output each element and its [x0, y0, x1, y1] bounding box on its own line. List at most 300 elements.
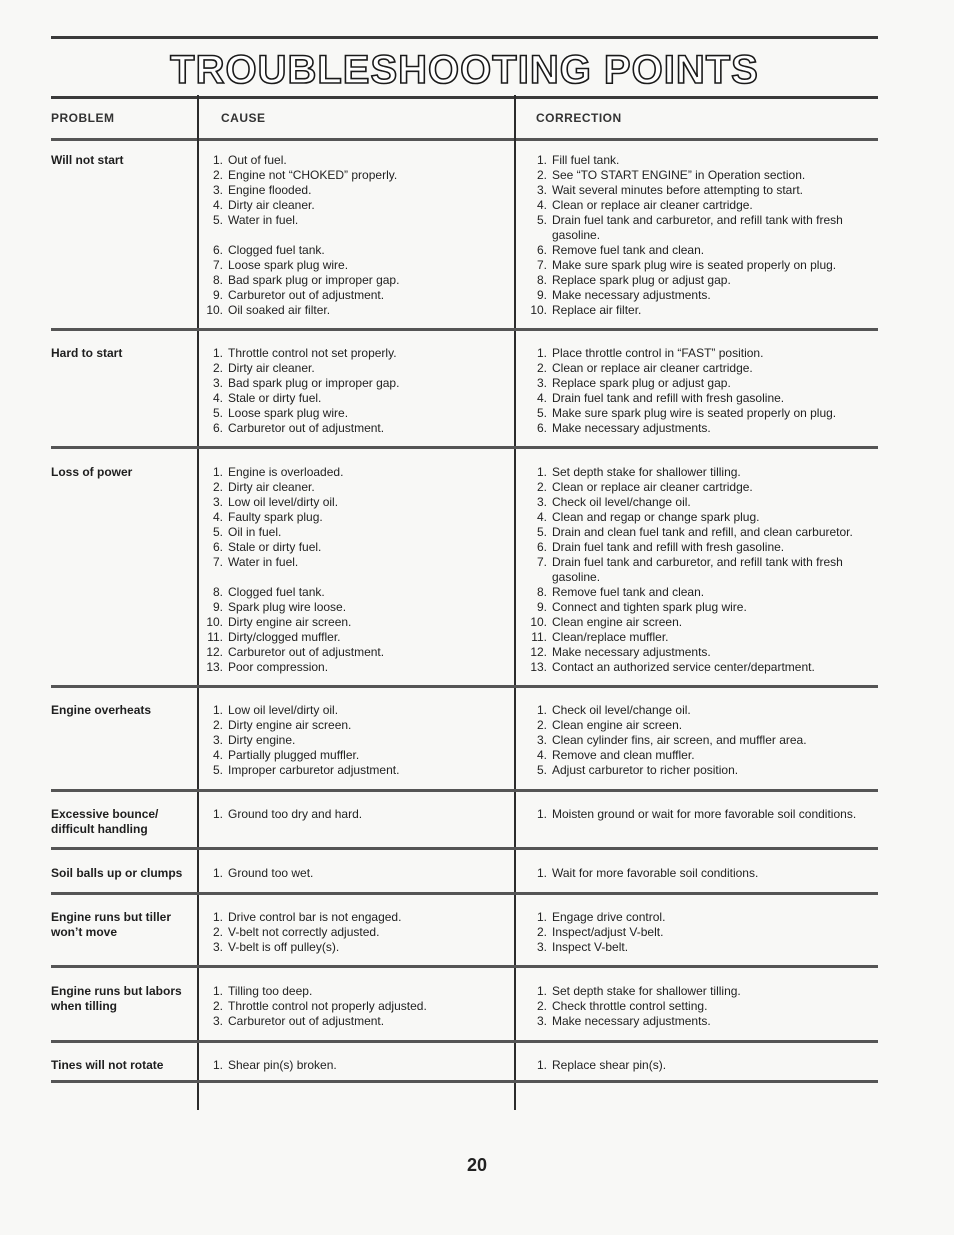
item-text: Drain fuel tank and refill with fresh gasoline.: [552, 391, 785, 405]
list-item: [201, 346, 511, 361]
item-text: Bad spark plug or improper gap.: [228, 376, 400, 390]
list-item: [201, 376, 511, 391]
cause-list: [201, 807, 511, 822]
item-number: 5.: [212, 525, 223, 539]
list-item: [201, 984, 511, 999]
correction-divider: [514, 95, 516, 1110]
item-number: 4.: [212, 391, 223, 405]
item-number: 11.: [207, 630, 223, 644]
list-item: [525, 361, 870, 376]
item-text: Throttle control not set properly.: [228, 346, 397, 360]
list-item: [525, 940, 870, 955]
list-item: [525, 615, 870, 630]
list-item: [525, 391, 870, 406]
item-number: 1.: [536, 910, 547, 924]
list-item: [201, 718, 511, 733]
item-text: Low oil level/dirty oil.: [228, 495, 339, 509]
item-text: Carburetor out of adjustment.: [228, 645, 385, 659]
item-number: 3.: [536, 733, 547, 747]
item-number: 1.: [536, 866, 547, 880]
list-item: [525, 495, 870, 510]
list-item: [525, 213, 870, 243]
item-number: 13.: [206, 660, 223, 674]
list-item: [201, 303, 511, 318]
item-number: 4.: [536, 198, 547, 212]
item-number: 2.: [536, 480, 547, 494]
problem-label: Engine overheats: [51, 703, 152, 717]
item-text: Clean engine air screen.: [552, 615, 683, 629]
list-item: [201, 733, 511, 748]
problem-label: Tines will not rotate: [51, 1058, 164, 1072]
item-number: 7.: [536, 258, 547, 272]
item-number: 4.: [536, 391, 547, 405]
list-item: [525, 376, 870, 391]
list-item: [201, 495, 511, 510]
list-item: [525, 763, 870, 778]
item-text: Engage drive control.: [552, 910, 666, 924]
problem-label: Soil balls up or clumps: [51, 866, 183, 880]
cause-list: [201, 910, 511, 955]
cause-list: [201, 1058, 511, 1073]
item-number: 9.: [212, 600, 223, 614]
item-text: Dirty engine air screen.: [228, 718, 352, 732]
item-number: 9.: [536, 288, 547, 302]
item-text: Replace air filter.: [552, 303, 642, 317]
item-number: 10.: [206, 303, 223, 317]
item-text: Loose spark plug wire.: [228, 406, 349, 420]
correction-list: [525, 703, 870, 778]
item-number: 6.: [536, 421, 547, 435]
item-text: Clogged fuel tank.: [228, 585, 325, 599]
list-item: [525, 910, 870, 925]
correction-list: [525, 984, 870, 1029]
item-number: 11.: [531, 630, 547, 644]
item-number: 3.: [212, 940, 223, 954]
list-item: [525, 748, 870, 763]
list-item: [201, 1014, 511, 1029]
item-number: 5.: [536, 525, 547, 539]
item-text: Drain fuel tank and carburetor, and refill tank with fresh gasoline.: [552, 213, 843, 242]
item-number: 3.: [212, 733, 223, 747]
item-text: Check throttle control setting.: [552, 999, 708, 1013]
list-item: [201, 213, 511, 228]
item-number: 3.: [212, 376, 223, 390]
list-item: [525, 718, 870, 733]
item-number: 10.: [206, 615, 223, 629]
list-item: [525, 258, 870, 273]
item-text: Dirty air cleaner.: [228, 480, 315, 494]
problem-label: Will not start: [51, 153, 124, 167]
item-text: Remove fuel tank and clean.: [552, 585, 705, 599]
item-number: 3.: [536, 183, 547, 197]
item-number: 1.: [212, 984, 223, 998]
list-item: [201, 525, 511, 540]
cause-list: [201, 346, 511, 436]
item-number: 5.: [212, 213, 223, 227]
row-divider: [51, 685, 878, 688]
item-text: Dirty air cleaner.: [228, 361, 315, 375]
item-number: 6.: [212, 243, 223, 257]
list-item: [201, 288, 511, 303]
item-text: Make sure spark plug wire is seated properly on plug.: [552, 258, 837, 272]
item-text: Carburetor out of adjustment.: [228, 1014, 385, 1028]
item-text: Drain and clean fuel tank and refill, and clean carburetor.: [552, 525, 853, 539]
item-text: Remove and clean muffler.: [552, 748, 695, 762]
list-item: [201, 645, 511, 660]
list-item: [525, 1058, 870, 1073]
item-text: Poor compression.: [228, 660, 329, 674]
item-text: Tilling too deep.: [228, 984, 313, 998]
list-item: [201, 465, 511, 480]
title-bar: [51, 36, 878, 99]
item-text: Clean cylinder fins, air screen, and muffler area.: [552, 733, 807, 747]
item-number: 4.: [536, 510, 547, 524]
cause-divider: [197, 95, 199, 1110]
list-item: [201, 763, 511, 778]
item-number: 8.: [212, 585, 223, 599]
item-number: 10.: [530, 615, 547, 629]
item-text: Fill fuel tank.: [552, 153, 620, 167]
item-number: 4.: [212, 510, 223, 524]
item-number: 3.: [536, 1014, 547, 1028]
item-text: Make necessary adjustments.: [552, 421, 711, 435]
item-number: 13.: [530, 660, 547, 674]
header-problem: PROBLEM: [51, 111, 115, 125]
item-text: Set depth stake for shallower tilling.: [552, 984, 741, 998]
list-item: [525, 585, 870, 600]
item-number: 7.: [212, 555, 223, 569]
row-divider: [51, 789, 878, 792]
item-text: Engine not “CHOKED” properly.: [228, 168, 398, 182]
list-item: [201, 510, 511, 525]
item-number: 1.: [536, 346, 547, 360]
header-correction: CORRECTION: [536, 111, 622, 125]
header-rule: [51, 138, 878, 141]
list-item: [525, 1014, 870, 1029]
list-item: [525, 525, 870, 540]
problem-label: Hard to start: [51, 346, 123, 360]
item-number: 6.: [212, 540, 223, 554]
item-text: Engine is overloaded.: [228, 465, 344, 479]
correction-list: [525, 465, 870, 675]
list-item: [201, 1058, 511, 1073]
item-number: 3.: [212, 1014, 223, 1028]
item-text: Inspect/adjust V-belt.: [552, 925, 664, 939]
list-item: [525, 807, 870, 822]
correction-list: [525, 346, 870, 436]
item-number: 1.: [212, 866, 223, 880]
item-number: 6.: [536, 540, 547, 554]
item-number: 2.: [536, 925, 547, 939]
item-number: 6.: [212, 421, 223, 435]
list-item: [201, 807, 511, 822]
list-item: [201, 406, 511, 421]
list-item: [201, 555, 511, 570]
list-item: [201, 243, 511, 258]
list-item: [201, 615, 511, 630]
page-number: 20: [466, 1155, 488, 1175]
item-text: Oil soaked air filter.: [228, 303, 331, 317]
item-text: Ground too dry and hard.: [228, 807, 363, 821]
list-item: [525, 168, 870, 183]
item-number: 1.: [536, 703, 547, 717]
list-item: [201, 910, 511, 925]
correction-list: [525, 807, 870, 822]
item-number: 3.: [536, 376, 547, 390]
item-text: Dirty/clogged muffler.: [228, 630, 341, 644]
row-divider: [51, 446, 878, 449]
item-number: 2.: [536, 168, 547, 182]
list-item: [201, 748, 511, 763]
list-item: [525, 153, 870, 168]
list-item: [525, 999, 870, 1014]
item-number: 1.: [212, 1058, 223, 1072]
list-item: [201, 183, 511, 198]
item-text: Shear pin(s) broken.: [228, 1058, 337, 1072]
item-text: Make necessary adjustments.: [552, 1014, 711, 1028]
problem-label: Excessive bounce/ difficult handling: [51, 807, 159, 836]
item-number: 10.: [530, 303, 547, 317]
problem-label: Engine runs but labors when tilling: [51, 984, 182, 1013]
list-item: [525, 645, 870, 660]
list-item: [201, 600, 511, 615]
list-item: [525, 600, 870, 615]
item-number: 12.: [530, 645, 547, 659]
list-item: [525, 660, 870, 675]
item-text: Stale or dirty fuel.: [228, 391, 322, 405]
list-item: [201, 703, 511, 718]
item-text: Out of fuel.: [228, 153, 287, 167]
cause-list: [201, 153, 511, 318]
item-text: Faulty spark plug.: [228, 510, 323, 524]
cause-list: [201, 866, 511, 881]
list-item: [201, 630, 511, 645]
list-item: [201, 585, 511, 600]
list-item: [201, 866, 511, 881]
list-item: [525, 243, 870, 258]
item-number: 2.: [212, 999, 223, 1013]
item-text: Oil in fuel.: [228, 525, 282, 539]
list-item: [201, 391, 511, 406]
list-item: [525, 303, 870, 318]
list-item: [525, 198, 870, 213]
item-text: Throttle control not properly adjusted.: [228, 999, 427, 1013]
item-number: 2.: [212, 718, 223, 732]
item-text: Drain fuel tank and carburetor, and refill tank with fresh gasoline.: [552, 555, 843, 584]
correction-list: [525, 153, 870, 318]
item-text: Drain fuel tank and refill with fresh gasoline.: [552, 540, 785, 554]
item-number: 5.: [536, 763, 547, 777]
item-text: Dirty air cleaner.: [228, 198, 315, 212]
item-text: Replace spark plug or adjust gap.: [552, 376, 731, 390]
list-item: [525, 406, 870, 421]
item-text: Ground too wet.: [228, 866, 314, 880]
item-text: Bad spark plug or improper gap.: [228, 273, 400, 287]
item-text: Replace spark plug or adjust gap.: [552, 273, 731, 287]
item-number: 1.: [212, 153, 223, 167]
item-text: Partially plugged muffler.: [228, 748, 360, 762]
header-cause: CAUSE: [221, 111, 266, 125]
item-number: 1.: [536, 1058, 547, 1072]
row-divider: [51, 328, 878, 331]
list-item: [525, 925, 870, 940]
item-number: 6.: [536, 243, 547, 257]
item-text: Carburetor out of adjustment.: [228, 421, 385, 435]
item-number: 1.: [212, 465, 223, 479]
item-number: 9.: [536, 600, 547, 614]
item-text: Check oil level/change oil.: [552, 495, 691, 509]
item-number: 8.: [212, 273, 223, 287]
item-number: 2.: [212, 361, 223, 375]
list-item: [525, 555, 870, 585]
correction-list: [525, 866, 870, 881]
item-text: Replace shear pin(s).: [552, 1058, 667, 1072]
item-text: Loose spark plug wire.: [228, 258, 349, 272]
item-text: Clean/replace muffler.: [552, 630, 669, 644]
item-number: 3.: [536, 940, 547, 954]
item-text: Clean or replace air cleaner cartridge.: [552, 480, 753, 494]
item-number: 2.: [536, 999, 547, 1013]
item-text: Make necessary adjustments.: [552, 288, 711, 302]
item-number: 2.: [212, 925, 223, 939]
problem-label: Engine runs but tiller won’t move: [51, 910, 172, 939]
item-text: Water in fuel.: [228, 555, 299, 569]
cause-list: [201, 703, 511, 778]
list-item: [525, 866, 870, 881]
page-title: TROUBLESHOOTING POINTS: [170, 48, 759, 92]
item-number: 5.: [536, 406, 547, 420]
list-item: [201, 480, 511, 495]
list-item: [201, 361, 511, 376]
item-text: Wait for more favorable soil conditions.: [552, 866, 759, 880]
item-text: Remove fuel tank and clean.: [552, 243, 705, 257]
item-text: Engine flooded.: [228, 183, 312, 197]
item-text: Wait several minutes before attempting to start.: [552, 183, 803, 197]
problem-label: Loss of power: [51, 465, 133, 479]
item-number: 7.: [212, 258, 223, 272]
list-item: [525, 346, 870, 361]
item-number: 12.: [206, 645, 223, 659]
item-number: 8.: [536, 585, 547, 599]
item-number: 2.: [536, 361, 547, 375]
item-text: Set depth stake for shallower tilling.: [552, 465, 741, 479]
item-number: 1.: [212, 910, 223, 924]
item-text: V-belt is off pulley(s).: [228, 940, 340, 954]
item-number: 4.: [212, 748, 223, 762]
list-item: [525, 183, 870, 198]
item-text: Dirty engine air screen.: [228, 615, 352, 629]
item-text: Low oil level/dirty oil.: [228, 703, 339, 717]
list-item: [201, 940, 511, 955]
cause-list: [201, 465, 511, 675]
item-text: Connect and tighten spark plug wire.: [552, 600, 747, 614]
item-text: Clean or replace air cleaner cartridge.: [552, 198, 753, 212]
item-text: Drive control bar is not engaged.: [228, 910, 402, 924]
item-number: 4.: [212, 198, 223, 212]
item-text: Dirty engine.: [228, 733, 296, 747]
item-number: 4.: [536, 748, 547, 762]
item-number: 1.: [536, 153, 547, 167]
list-item: [525, 421, 870, 436]
item-number: 7.: [536, 555, 547, 569]
item-number: 1.: [536, 984, 547, 998]
item-text: Clean or replace air cleaner cartridge.: [552, 361, 753, 375]
list-item: [525, 480, 870, 495]
item-text: Spark plug wire loose.: [228, 600, 347, 614]
item-number: 1.: [212, 703, 223, 717]
list-item: [525, 288, 870, 303]
item-text: Clean engine air screen.: [552, 718, 683, 732]
item-number: 2.: [212, 480, 223, 494]
list-item: [525, 273, 870, 288]
item-text: Carburetor out of adjustment.: [228, 288, 385, 302]
list-item: [201, 999, 511, 1014]
item-text: Improper carburetor adjustment.: [228, 763, 400, 777]
item-number: 9.: [212, 288, 223, 302]
list-item: [201, 153, 511, 168]
list-item: [201, 540, 511, 555]
item-text: Moisten ground or wait for more favorable soil conditions.: [552, 807, 857, 821]
list-item: [201, 273, 511, 288]
item-text: V-belt not correctly adjusted.: [228, 925, 380, 939]
item-text: Check oil level/change oil.: [552, 703, 691, 717]
row-divider: [51, 1080, 878, 1083]
item-text: Make necessary adjustments.: [552, 645, 711, 659]
item-text: Place throttle control in “FAST” position.: [552, 346, 764, 360]
item-text: Clogged fuel tank.: [228, 243, 325, 257]
list-item: [525, 703, 870, 718]
item-number: 1.: [536, 807, 547, 821]
item-text: Contact an authorized service center/department.: [552, 660, 815, 674]
list-item: [525, 510, 870, 525]
item-number: 5.: [536, 213, 547, 227]
row-divider: [51, 1040, 878, 1043]
item-number: 3.: [212, 495, 223, 509]
row-divider: [51, 892, 878, 895]
item-number: 3.: [536, 495, 547, 509]
item-text: Stale or dirty fuel.: [228, 540, 322, 554]
item-number: 1.: [536, 465, 547, 479]
item-number: 2.: [536, 718, 547, 732]
item-text: Water in fuel.: [228, 213, 299, 227]
list-item: [525, 984, 870, 999]
item-number: 5.: [212, 406, 223, 420]
item-text: Clean and regap or change spark plug.: [552, 510, 760, 524]
list-item: [201, 228, 511, 243]
item-text: Adjust carburetor to richer position.: [552, 763, 739, 777]
item-text: See “TO START ENGINE” in Operation section.: [552, 168, 806, 182]
list-item: [525, 465, 870, 480]
list-item: [201, 168, 511, 183]
cause-list: [201, 984, 511, 1029]
list-item: [201, 925, 511, 940]
item-number: 8.: [536, 273, 547, 287]
item-number: 1.: [212, 807, 223, 821]
list-item: [201, 258, 511, 273]
list-item: [525, 630, 870, 645]
item-text: Make sure spark plug wire is seated properly on plug.: [552, 406, 837, 420]
row-divider: [51, 965, 878, 968]
list-item: [201, 421, 511, 436]
item-text: Inspect V-belt.: [552, 940, 629, 954]
correction-list: [525, 910, 870, 955]
list-item: [201, 198, 511, 213]
item-number: 1.: [212, 346, 223, 360]
list-item: [525, 733, 870, 748]
list-item: [201, 570, 511, 585]
list-item: [525, 540, 870, 555]
item-number: 5.: [212, 763, 223, 777]
